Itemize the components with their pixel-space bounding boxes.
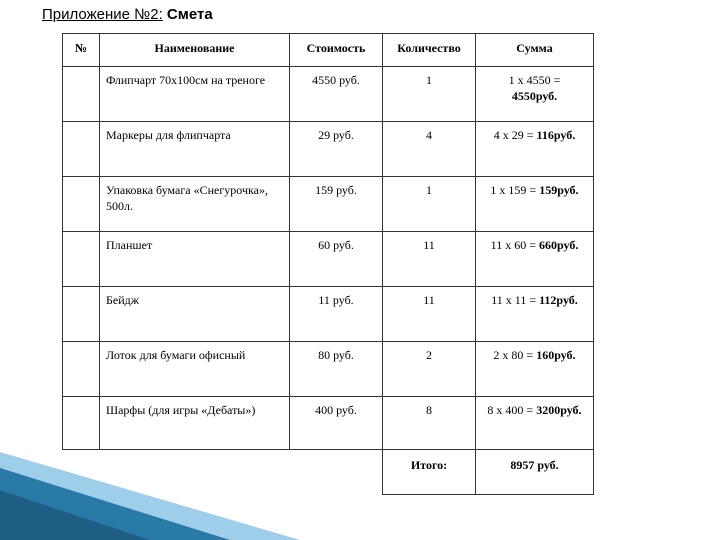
title-main: Смета xyxy=(166,6,213,23)
row-name: Маркеры для флипчарта xyxy=(100,122,290,177)
total-label: Итого: xyxy=(383,450,476,495)
row-qty: 11 xyxy=(383,232,476,287)
sum-result: 112руб. xyxy=(539,293,578,307)
row-cost: 159 руб. xyxy=(290,177,383,232)
row-sum xyxy=(476,342,594,397)
row-cost: 11 руб. xyxy=(290,287,383,342)
sum-expression: 11 х 60 = xyxy=(490,238,536,252)
sum-result: 3200руб. xyxy=(536,403,582,417)
row-name: Упаковка бумага «Снегурочка», 500л. xyxy=(100,177,290,232)
sum-expression: 11 х 11 = xyxy=(491,293,537,307)
row-name: Бейдж xyxy=(100,287,290,342)
row-num xyxy=(63,397,100,450)
header-sum: Сумма xyxy=(476,34,594,67)
sum-result: 660руб. xyxy=(538,238,579,252)
row-sum xyxy=(476,122,594,177)
table-row xyxy=(63,342,594,397)
table-row xyxy=(63,67,594,122)
sum-expression: 1 х 159 = xyxy=(490,183,537,197)
row-qty: 2 xyxy=(383,342,476,397)
sum-result: 159руб. xyxy=(539,183,579,197)
sum-expression: 4 х 29 = xyxy=(493,128,534,142)
row-name: Планшет xyxy=(100,232,290,287)
row-qty: 1 xyxy=(383,177,476,232)
table-row xyxy=(63,397,594,450)
header-name: Наименование xyxy=(100,34,290,67)
total-value: 8957 руб. xyxy=(476,450,594,495)
row-name: Лоток для бумаги офисный xyxy=(100,342,290,397)
estimate-table xyxy=(62,33,594,495)
row-num xyxy=(63,177,100,232)
row-num xyxy=(63,287,100,342)
row-name: Шарфы (для игры «Дебаты») xyxy=(100,397,290,450)
row-qty: 4 xyxy=(383,122,476,177)
sum-expression: 1 х 4550 = xyxy=(508,73,561,87)
corner-decoration xyxy=(0,450,720,540)
table-row xyxy=(63,122,594,177)
table-row xyxy=(63,232,594,287)
sum-result: 160руб. xyxy=(536,348,576,362)
row-sum xyxy=(476,67,594,122)
row-num xyxy=(63,232,100,287)
row-qty: 1 xyxy=(383,67,476,122)
title-prefix: Приложение №2: xyxy=(42,6,163,23)
table-row xyxy=(63,177,594,232)
header-cost: Стоимость xyxy=(290,34,383,67)
sum-expression: 2 х 80 = xyxy=(493,348,534,362)
page-title xyxy=(42,6,213,23)
header-qty: Количество xyxy=(383,34,476,67)
row-qty: 11 xyxy=(383,287,476,342)
row-sum xyxy=(476,287,594,342)
sum-result: 4550руб. xyxy=(511,89,558,103)
row-sum xyxy=(476,397,594,450)
row-cost: 29 руб. xyxy=(290,122,383,177)
row-num xyxy=(63,67,100,122)
row-name: Флипчарт 70х100см на треноге xyxy=(100,67,290,122)
row-cost: 400 руб. xyxy=(290,397,383,450)
row-num xyxy=(63,342,100,397)
header-num: № xyxy=(63,34,100,67)
row-sum xyxy=(476,232,594,287)
sum-result: 116руб. xyxy=(536,128,576,142)
table-row xyxy=(63,287,594,342)
row-qty: 8 xyxy=(383,397,476,450)
row-sum xyxy=(476,177,594,232)
row-cost: 4550 руб. xyxy=(290,67,383,122)
row-cost: 60 руб. xyxy=(290,232,383,287)
sum-expression: 8 х 400 = xyxy=(487,403,534,417)
row-cost: 80 руб. xyxy=(290,342,383,397)
header-row xyxy=(63,34,594,67)
row-num xyxy=(63,122,100,177)
